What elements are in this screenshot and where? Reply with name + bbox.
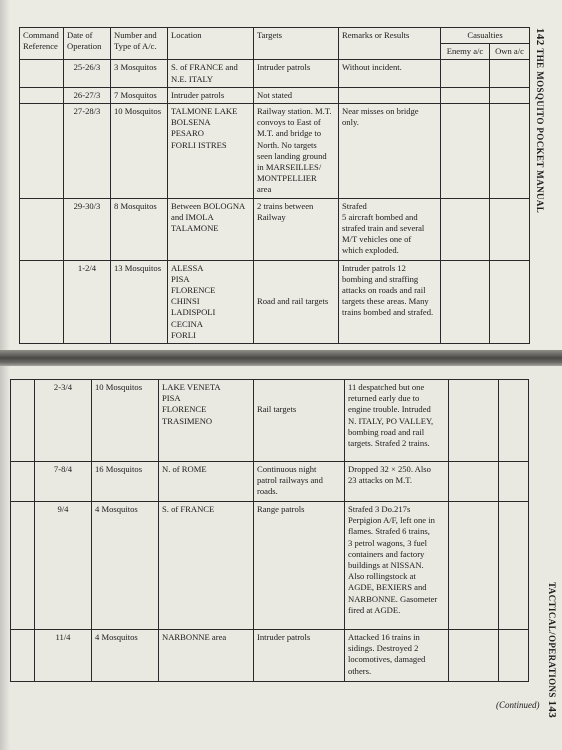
date-text: 25-26/3 (73, 62, 101, 73)
command-reference-cell (20, 198, 64, 260)
location-cell (168, 104, 254, 199)
enemy-ac-cell (441, 87, 490, 103)
targets-text: 2 trains between Railway (257, 200, 314, 222)
remarks-cell (345, 380, 449, 462)
targets-cell (254, 104, 339, 199)
remarks-text: Strafed 5 aircraft bombed and strafed train and several M/T vehicles one of which exploded. (342, 200, 425, 256)
aircraft-cell (111, 60, 168, 87)
aircraft-cell (111, 87, 168, 103)
location-cell (168, 60, 254, 87)
enemy-ac-cell (449, 380, 499, 462)
header-command-reference: Command Reference (20, 28, 64, 60)
remarks-cell (339, 104, 441, 199)
targets-cell (254, 87, 339, 103)
targets-text: Not stated (257, 89, 293, 100)
date-text: 7-8/4 (53, 464, 73, 474)
table-row (20, 60, 530, 87)
date-text: 29-30/3 (73, 200, 101, 211)
own-ac-cell (499, 380, 529, 462)
aircraft-cell (111, 198, 168, 260)
remarks-cell (345, 630, 449, 682)
page-shadow (0, 0, 10, 352)
location-text: LAKE VENETA PISA FLORENCE TRASIMENO (162, 382, 221, 426)
command-reference-cell (11, 380, 35, 462)
header-enemy-ac: Enemy a/c (441, 44, 490, 60)
aircraft-cell (92, 502, 159, 630)
location-text: N. of ROME (162, 464, 207, 474)
targets-text: Railway station. M.T. convoys to East of M.T. and bridge to North. No targets seen landing ground in MARSEILLES/ MONTPELLIER area (257, 106, 332, 195)
remarks-text: Without incident. (342, 62, 402, 73)
table-row (20, 104, 530, 199)
own-ac-cell (499, 630, 529, 682)
page-number: 142 (534, 28, 546, 46)
aircraft-cell (92, 462, 159, 502)
remarks-cell (345, 502, 449, 630)
location-cell (159, 462, 254, 502)
targets-text: Road and rail targets (257, 296, 329, 307)
running-head-top (534, 28, 546, 213)
remarks-text: Intruder patrols 12 bombing and straffing attacks on roads and rail targets these areas. Many trains bombed and strafed. (342, 262, 434, 318)
location-text: Intruder patrols (171, 89, 225, 100)
aircraft-text: 16 Mosquitos (95, 464, 143, 474)
date-text: 1-2/4 (77, 262, 97, 273)
location-text: ALESSA PISA FLORENCE CHINSI LADISPOLI CECINA FORLI (171, 262, 216, 340)
enemy-ac-cell (449, 630, 499, 682)
page-shadow (0, 366, 10, 750)
command-reference-cell (11, 462, 35, 502)
remarks-cell (339, 60, 441, 87)
targets-cell (254, 60, 339, 87)
table-row (20, 198, 530, 260)
remarks-text: Dropped 32 × 250. Also 23 attacks on M.T. (348, 464, 431, 486)
header-date: Date of Operation (64, 28, 111, 60)
enemy-ac-cell (441, 104, 490, 199)
remarks-text: 11 despatched but one returned early due to engine trouble. Intruded N. ITALY, PO VALLEY, bombing road and rail targets. Strafed 2 trains. (348, 382, 434, 449)
aircraft-text: 13 Mosquitos (114, 262, 162, 273)
own-ac-cell (490, 104, 530, 199)
remarks-cell (345, 462, 449, 502)
header-aircraft: Number and Type of A/c. (111, 28, 168, 60)
date-cell (64, 104, 111, 199)
aircraft-cell (92, 630, 159, 682)
date-cell (64, 260, 111, 343)
header-location: Location (168, 28, 254, 60)
enemy-ac-cell (449, 462, 499, 502)
book-title: THE MOSQUITO POCKET MANUAL (535, 48, 545, 214)
enemy-ac-cell (441, 60, 490, 87)
table-row (11, 502, 529, 630)
date-text: 9/4 (57, 504, 69, 514)
targets-text: Intruder patrols (257, 62, 311, 73)
header-remarks: Remarks or Results (339, 28, 441, 60)
header-targets: Targets (254, 28, 339, 60)
date-cell (35, 462, 92, 502)
running-head-bottom (546, 582, 558, 718)
enemy-ac-cell (441, 198, 490, 260)
table-body-top (20, 60, 530, 344)
aircraft-text: 7 Mosquitos (114, 89, 157, 100)
date-text: 2-3/4 (53, 382, 73, 392)
date-text: 27-28/3 (73, 106, 101, 117)
location-text: NARBONNE area (162, 632, 227, 642)
date-cell (35, 502, 92, 630)
own-ac-cell (499, 462, 529, 502)
aircraft-text: 4 Mosquitos (95, 632, 138, 642)
remarks-text: Attacked 16 trains in sidings. Destroyed 2 locomotives, damaged others. (348, 632, 426, 676)
aircraft-text: 10 Mosquitos (95, 382, 143, 392)
remarks-text: Near misses on bridge only. (342, 106, 419, 128)
date-cell (35, 380, 92, 462)
table-row (20, 260, 530, 343)
date-cell (64, 60, 111, 87)
top-page (0, 0, 562, 352)
enemy-ac-cell (441, 260, 490, 343)
aircraft-text: 3 Mosquitos (114, 62, 157, 73)
own-ac-cell (490, 260, 530, 343)
remarks-cell (339, 260, 441, 343)
targets-cell (254, 260, 339, 343)
targets-text: Intruder patrols (257, 632, 311, 642)
table-row (11, 462, 529, 502)
location-cell (168, 260, 254, 343)
targets-text: Range patrols (257, 504, 305, 514)
table-body-bottom (11, 380, 529, 682)
own-ac-cell (490, 87, 530, 103)
command-reference-cell (11, 502, 35, 630)
table-row (11, 630, 529, 682)
continued-note: (Continued) (496, 700, 540, 710)
date-cell (64, 87, 111, 103)
targets-cell (254, 502, 345, 630)
section-title: TACTICAL/OPERATIONS (547, 582, 557, 698)
table-row (20, 87, 530, 103)
remarks-cell (339, 198, 441, 260)
command-reference-cell (20, 87, 64, 103)
targets-cell (254, 630, 345, 682)
aircraft-cell (111, 104, 168, 199)
location-cell (168, 87, 254, 103)
command-reference-cell (20, 60, 64, 87)
location-text: S. of FRANCE and N.E. ITALY (171, 62, 238, 84)
date-text: 11/4 (55, 632, 71, 642)
location-cell (168, 198, 254, 260)
date-cell (35, 630, 92, 682)
remarks-text: Strafed 3 Do.217s Perpigion A/F, left one in flames. Strafed 6 trains, 3 petrol wagons, 3 fuel containers and factory buildings at NISSAN. Also rollingstock at AGDE, BEXIERS and NARBONNE. Gasometer fired at AGDE. (348, 504, 438, 615)
targets-cell (254, 380, 345, 462)
location-text: Between BOLOGNA and IMOLA TALAMONE (171, 200, 246, 234)
location-text: TALMONE LAKE BOLSENA PESARO FORLI ISTRES (171, 106, 238, 150)
own-ac-cell (490, 60, 530, 87)
location-cell (159, 630, 254, 682)
header-own-ac: Own a/c (490, 44, 530, 60)
aircraft-text: 8 Mosquitos (114, 200, 157, 211)
remarks-cell (339, 87, 441, 103)
operations-table-top (19, 27, 530, 344)
command-reference-cell (20, 260, 64, 343)
header-casualties: Casualties (441, 28, 530, 44)
operations-table-bottom (10, 379, 529, 682)
command-reference-cell (11, 630, 35, 682)
page-number: 143 (546, 700, 558, 719)
targets-text: Continuous night patrol railways and roads. (257, 464, 323, 497)
location-cell (159, 502, 254, 630)
aircraft-text: 4 Mosquitos (95, 504, 138, 514)
aircraft-text: 10 Mosquitos (114, 106, 162, 117)
targets-cell (254, 462, 345, 502)
command-reference-cell (20, 104, 64, 199)
date-cell (64, 198, 111, 260)
location-cell (159, 380, 254, 462)
location-text: S. of FRANCE (162, 504, 215, 514)
own-ac-cell (490, 198, 530, 260)
enemy-ac-cell (449, 502, 499, 630)
own-ac-cell (499, 502, 529, 630)
table-row (11, 380, 529, 462)
header-row (20, 28, 530, 44)
aircraft-cell (92, 380, 159, 462)
targets-text: Rail targets (257, 404, 297, 415)
date-text: 26-27/3 (73, 89, 101, 100)
targets-cell (254, 198, 339, 260)
aircraft-cell (111, 260, 168, 343)
